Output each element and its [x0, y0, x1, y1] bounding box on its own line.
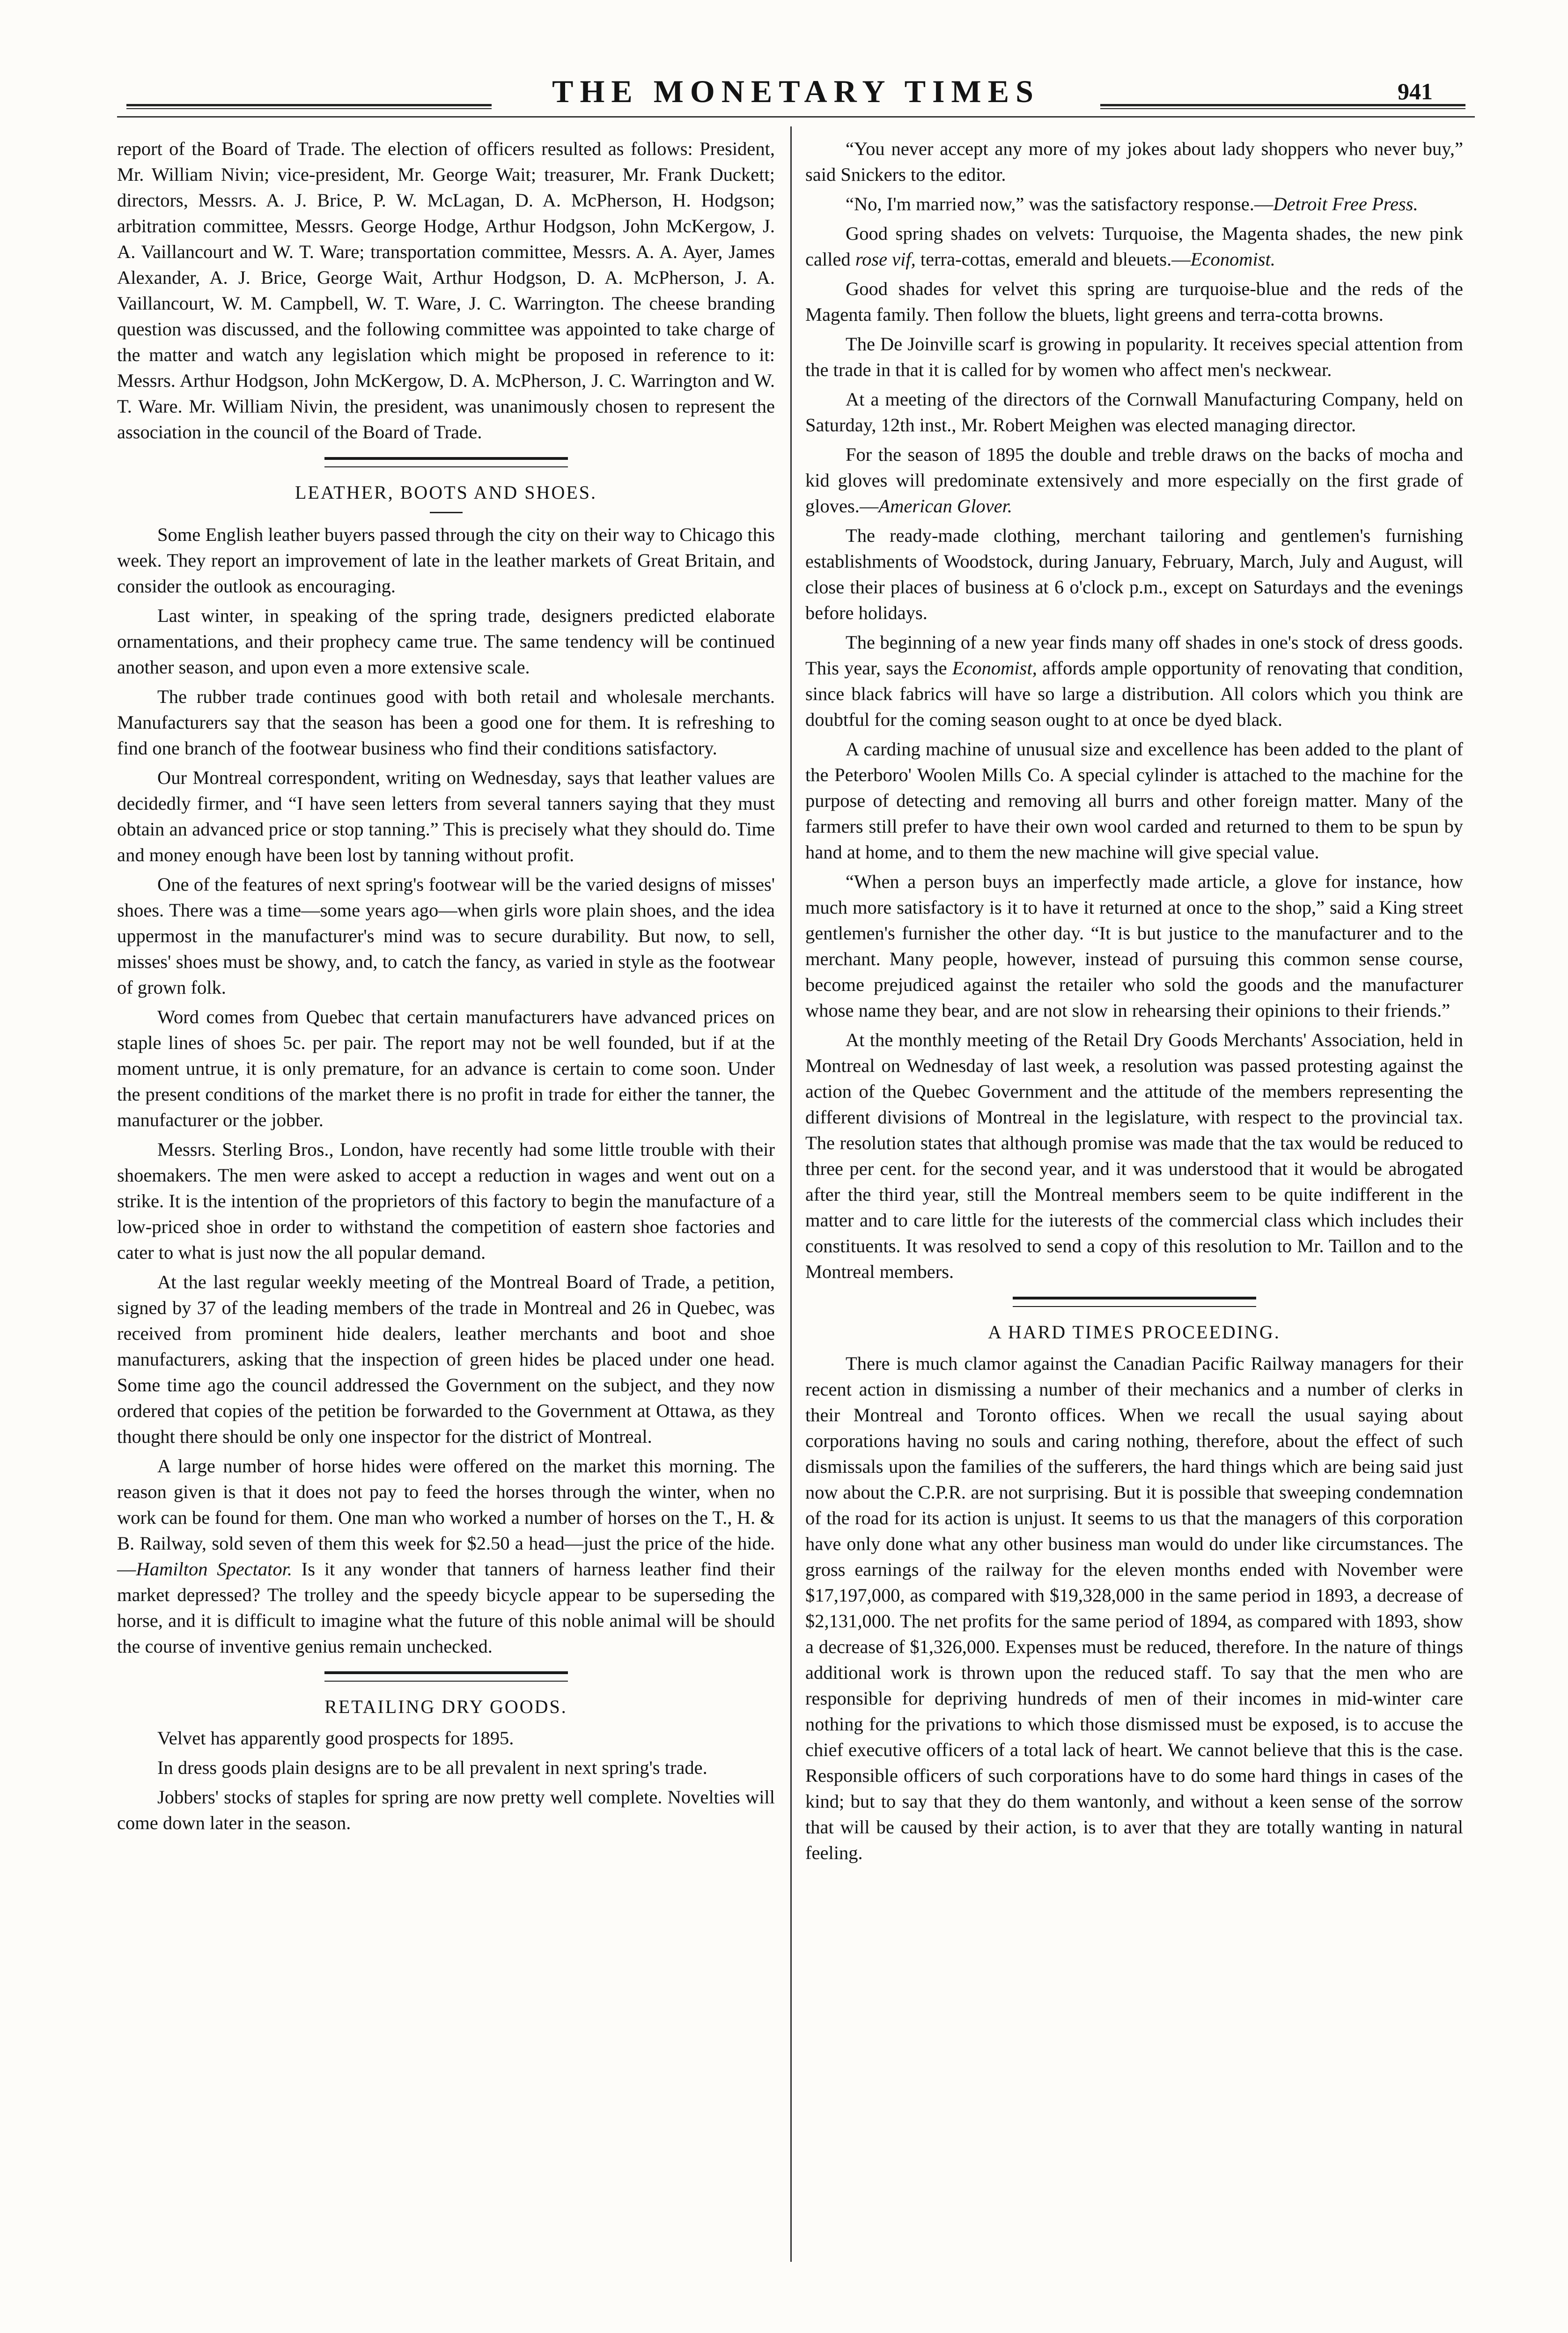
paragraph [805, 442, 1463, 519]
paragraph-text: For the season of 1895 the double and treble draws on the backs of mocha and kid gloves will predominate extensively and more especially on the first grade of gloves.— [805, 444, 1463, 517]
paragraph: Good shades for velvet this spring are turquoise-blue and the reds of the Magenta family. Then follow the bluets, light greens and terra-cotta browns. [805, 278, 1463, 325]
paragraph: Word comes from Quebec that certain manufacturers have advanced prices on staple lines of shoes 5c. per pair. The report may not be well founded, but if at the moment untrue, it is only premature, for an advance is certain to come soon. Under the present conditions of the market there is no profit in trade for either the tanner, the manufacturer or the jobber. [117, 1006, 775, 1130]
section-ornament [1013, 1297, 1256, 1307]
section-heading-dry-goods: RETAILING DRY GOODS. [324, 1696, 567, 1717]
paragraph-text: “No, I'm married now,” was the satisfactory response.— [846, 193, 1274, 214]
section-heading-hard-times: A HARD TIMES PROCEEDING. [988, 1322, 1281, 1343]
paragraph [805, 191, 1463, 217]
paragraph: “When a person buys an imperfectly made article, a glove for instance, how much more satisfactory is it to have it returned at once to the shop,” said a King street gentlemen's furnisher the other day. “It is but justice to the manufacturer and to the merchant. Many people, however, instead of pursuing this common sense course, become prejudiced against the retailer who sold the goods and the manufacturer whose name they bear, and are not slow in rehearsing their opinions to their friends.” [805, 871, 1463, 1021]
article-continuation: report of the Board of Trade. The election of officers resulted as follows: President, Mr. William Nivin; vice-president, Mr. George Wait; treasurer, Mr. Frank Duckett; directors, Messrs. A. J. Brice, P. W. McLagan, D. A. McPherson, H. Hodgson; arbitration committee, Messrs. George Hodge, Arthur Hodgson, John McKergow, J. A. Vaillancourt and W. T. Ware; transportation committee, Messrs. A. A. Ayer, James Alexander, A. J. Brice, George Wait, Arthur Hodgson, D. A. McPherson, J. A. Vaillancourt, W. M. Campbell, W. T. Ware, J. C. Warrington. The cheese branding question was discussed, and the following committee was appointed to take charge of the matter and watch any legislation which might be proposed in reference to it: Messrs. Arthur Hodgson, John McKergow, D. A. McPherson, J. C. Warrington and W. T. Ware. Mr. William Nivin, the president, was unanimously chosen to represent the association in the council of the Board of Trade. [117, 138, 775, 443]
paragraph-text: affords ample opportunity of renovating that condition, since black fabrics will have so large a distribution. All colors which you think are doubtful for the coming season ought to at once be dyed black. [805, 657, 1464, 730]
newspaper-title: THE MONETARY TIMES [552, 74, 1040, 109]
paragraph [805, 221, 1463, 272]
paragraph: Our Montreal correspondent, writing on Wednesday, says that leather values are decidedly firmer, and “I have seen letters from several tanners saying that they must obtain an advanced price or stop tanning.” This is precisely what they should do. Time and money enough have been lost by tanning without profit. [117, 767, 775, 865]
paragraph: At the monthly meeting of the Retail Dry Goods Merchants' Association, held in Montreal on Wednesday of last week, a resolution was passed protesting against the action of the Quebec Government and the attitude of the members representing the different divisions of Montreal in the legislature, with respect to the provincial tax. The resolution states that although promise was made that the tax would be reduced to three per cent. for the second year, and it was understood that it would be abrogated after the third year, still the Montreal members seem to be quite indifferent in the matter and to care little for the iuterests of the commercial class which includes their constituents. It was resolved to send a copy of this resolution to Mr. Taillon and to the Montreal members. [805, 1029, 1463, 1282]
paragraph: The ready-made clothing, merchant tailoring and gentlemen's furnishing establishments of Woodstock, during January, February, March, July and August, will close their places of business at 6 o'clock p.m., except on Saturdays and the evenings before holidays. [805, 525, 1463, 623]
paragraph: One of the features of next spring's footwear will be the varied designs of misses' shoes. There was a time—some years ago—when girls wore plain shoes, and the idea uppermost in the manufacturer's mind was to secure durability. But now, to sell, misses' shoes must be showy, and, to catch the fancy, as varied in style as the footwear of grown folk. [117, 874, 775, 998]
paragraph: Jobbers' stocks of staples for spring are now pretty well complete. Novelties will come down later in the season. [117, 1787, 775, 1833]
paragraph: Some English leather buyers passed through the city on their way to Chicago this week. They report an improvement of late in the leather markets of Great Britain, and consider the outlook as encouraging. [117, 524, 775, 597]
masthead-rule [117, 116, 1475, 118]
column-divider [790, 126, 792, 2262]
paragraph: “You never accept any more of my jokes about lady shoppers who never buy,” said Snickers to the editor. [805, 138, 1463, 185]
paragraph-text: A large number of horse hides were offered on the market this morning. The reason given is that it does not pay to feed the horses through the winter, when no work can be found for them. One man who worked a number of horses on the T., H. & B. Railway, sold seven of them this week for $2.50 a head—just the price of the hide.— [117, 1455, 775, 1580]
paragraph: There is much clamor against the Canadian Pacific Railway managers for their recent action in dismissing a number of their mechanics and a number of clerks in their Montreal and Toronto offices. When we recall the usual saying about corporations having no souls and caring nothing, therefore, about the effect of such dismissals upon the families of the sufferers, the hard things which are being said just now about the C.P.R. are not surprising. But it is possible that sweeping condemnation of the road for its action is unjust. It seems to us that the managers of this corporation have only done what any other business man would do under like circumstances. The gross earnings of the railway for the eleven months ended with November were $17,197,000, as compared with $19,328,000 in the same period in 1893, a decrease of $2,131,000. The net profits for the same period of 1894, as compared with 1893, show a decrease of $1,326,000. Expenses must be reduced, therefore. In the nature of things additional work is thrown upon the reduced staff. To say that the men who are responsible for depriving hundreds of men of their incomes in mid-winter care nothing for the privations to which those dismissed must be exposed, is to accuse the chief executive officers of a total lack of heart. We cannot believe that this is the case. Responsible officers of such corporations have to do some hard things in cases of the kind; but to say that they do them wantonly, and without a keen sense of the sorrow that will be caused by their action, is to aver that they are totally wanting in natural feeling. [805, 1353, 1463, 1863]
page-number: 941 [1398, 78, 1433, 104]
paragraph [117, 1453, 775, 1659]
paragraph-text: The beginning of a new year finds many off shades in one's stock of dress goods. This year, says the [805, 632, 1463, 679]
source-credit: American Glover. [878, 495, 1013, 517]
source-credit: Economist. [1190, 249, 1275, 270]
paragraph: A carding machine of unusual size and excellence has been added to the plant of the Peterboro' Woolen Mills Co. A special cylinder is attached to the machine for the purpose of detecting and removing all burrs and other foreign matter. Many of the farmers still prefer to have their own wool carded and returned to them to be spun by hand at home, and to them the new machine will give special value. [805, 738, 1463, 863]
left-column [117, 136, 775, 1839]
paragraph: Velvet has apparently good prospects for 1895. [157, 1728, 514, 1749]
paragraph: At the last regular weekly meeting of the Montreal Board of Trade, a petition, signed by 37 of the leading members of the trade in Montreal and 26 in Quebec, was received from prominent hide dealers, leather merchants and boot and shoe manufacturers, asking that the inspection of green hides be placed under one head. Some time ago the council addressed the Government on the subject, and they now ordered that copies of the petition be forwarded to the Government at Ottawa, as they thought there should be only one inspector for the district of Montreal. [117, 1271, 775, 1447]
right-column [805, 136, 1463, 1869]
section-ornament [324, 457, 568, 467]
paragraph-text: Is it any wonder that tanners of harness leather find their market depressed? The trolley and the speedy bicycle appear to be superseding the horse, and it is difficult to imagine what the future of this noble animal will be should the course of inventive genius remain unchecked. [117, 1558, 775, 1657]
section-heading-leather: LEATHER, BOOTS AND SHOES. [294, 482, 597, 503]
paragraph: The rubber trade continues good with both retail and wholesale merchants. Manufacturers say that the season has been a good one for them. It is refreshing to find one branch of the footwear business who find their conditions satisfactory. [117, 686, 775, 759]
masthead [117, 70, 1475, 112]
section-ornament [324, 1671, 568, 1682]
paragraph-text: terra-cottas, emerald and bleuets.— [915, 249, 1191, 270]
paragraph: Messrs. Sterling Bros., London, have recently had some little trouble with their shoemakers. The men were asked to accept a reduction in wages and went out on a strike. It is the intention of the proprietors of this factory to begin the manufacture of a low-priced shoe in order to withstand the competition of eastern shoe factories and cater to what is just now the all popular demand. [117, 1139, 775, 1263]
publication-name: Economist, [952, 657, 1037, 679]
italic-term: rose vif, [855, 249, 916, 270]
paragraph: At a meeting of the directors of the Cornwall Manufacturing Company, held on Saturday, 12th inst., Mr. Robert Meighen was elected managing director. [805, 389, 1463, 436]
paragraph-text: Good spring shades on velvets: Turquoise, the Magenta shades, the new pink called [805, 223, 1463, 270]
paragraph [805, 629, 1463, 732]
paragraph: Last winter, in speaking of the spring trade, designers predicted elaborate ornamentations, and their prophecy came true. The same tendency will be continued another season, and upon even a more extensive scale. [117, 605, 775, 678]
source-credit: Hamilton Spectator. [136, 1558, 293, 1580]
source-credit: Detroit Free Press. [1273, 193, 1418, 214]
paragraph: In dress goods plain designs are to be all prevalent in next spring's trade. [157, 1757, 707, 1778]
heading-dash [430, 512, 463, 513]
paragraph: The De Joinville scarf is growing in popularity. It receives special attention from the trade in that it is called for by women who affect men's neckwear. [805, 333, 1463, 380]
